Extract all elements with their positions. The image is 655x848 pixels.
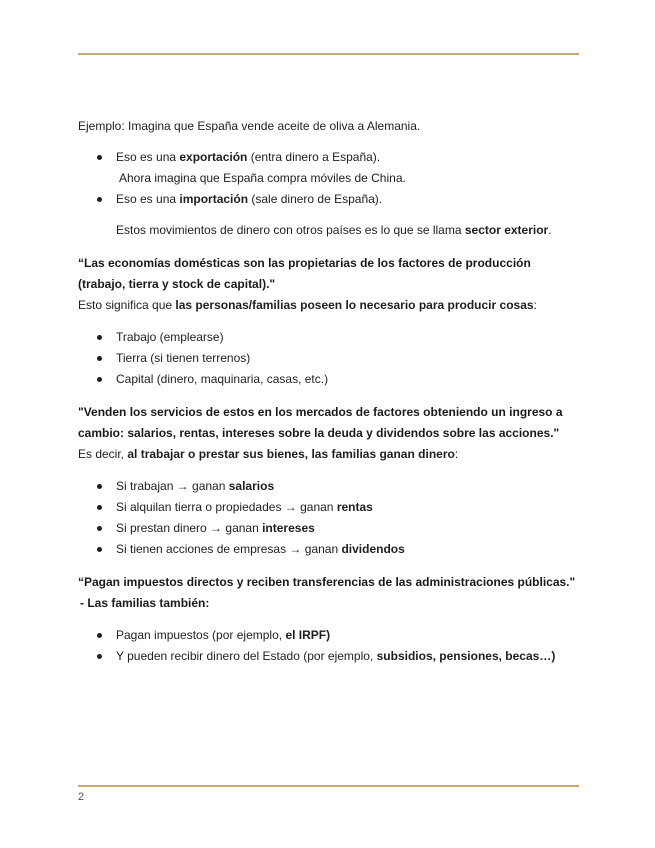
header-rule bbox=[78, 53, 579, 55]
section3-quote: “Pagan impuestos directos y reciben transferencias de las administraciones públicas." bbox=[78, 575, 576, 589]
bullet-icon bbox=[97, 356, 102, 361]
bullet-icon bbox=[97, 505, 102, 510]
list-item: Pagan impuestos (por ejemplo, el IRPF) bbox=[78, 625, 578, 646]
section2-quote: "Venden los servicios de estos en los mercados de factores obteniendo un ingreso a cambio: salarios, rentas, intereses sobre la deuda y dividendos sobre las acciones." bbox=[78, 405, 563, 440]
bullet-icon bbox=[97, 155, 102, 160]
bullet-icon bbox=[97, 547, 102, 552]
income-list bbox=[78, 476, 578, 560]
list-item: Tierra (si tienen terrenos) bbox=[78, 348, 578, 369]
bullet-icon bbox=[97, 633, 102, 638]
list-item: Trabajo (emplearse) bbox=[78, 327, 578, 348]
bullet-icon bbox=[97, 654, 102, 659]
list-item: Y pueden recibir dinero del Estado (por ejemplo, subsidios, pensiones, becas…) bbox=[78, 646, 578, 667]
example-continuation: Ahora imagina que España compra móviles de China. bbox=[119, 171, 406, 185]
example-summary: Estos movimientos de dinero con otros países es lo que se llama sector exterior. bbox=[116, 223, 552, 237]
bullet-icon bbox=[97, 484, 102, 489]
document-body bbox=[78, 116, 578, 667]
bullet-icon bbox=[97, 377, 102, 382]
taxes-list bbox=[78, 625, 578, 667]
bullet-icon bbox=[97, 335, 102, 340]
section1-lead: Esto significa que las personas/familias poseen lo necesario para producir cosas: bbox=[78, 298, 537, 312]
bullet-icon bbox=[97, 526, 102, 531]
factors-list bbox=[78, 327, 578, 390]
page-number: 2 bbox=[78, 791, 85, 803]
list-item: Eso es una importación (sale dinero de España). bbox=[78, 189, 578, 210]
footer-rule bbox=[78, 785, 579, 787]
section2-lead: Es decir, al trabajar o prestar sus bienes, las familias ganan dinero: bbox=[78, 447, 459, 461]
list-item: Si alquilan tierra o propiedades → ganan rentas bbox=[78, 497, 578, 518]
bullet-icon bbox=[97, 197, 102, 202]
list-item: Si tienen acciones de empresas → ganan dividendos bbox=[78, 539, 578, 560]
list-item: Eso es una exportación (entra dinero a España). bbox=[78, 147, 578, 168]
list-item: Capital (dinero, maquinaria, casas, etc.) bbox=[78, 369, 578, 390]
example-list bbox=[78, 147, 578, 168]
section1-quote: “Las economías domésticas son las propietarias de los factores de producción (trabajo, tierra y stock de capital)." bbox=[78, 256, 531, 291]
example-intro: Ejemplo: Imagina que España vende aceite de oliva a Alemania. bbox=[78, 119, 421, 133]
example-list-2 bbox=[78, 189, 578, 210]
section3-lead: - Las familias también: bbox=[80, 596, 210, 610]
list-item: Si trabajan → ganan salarios bbox=[78, 476, 578, 497]
list-item: Si prestan dinero → ganan intereses bbox=[78, 518, 578, 539]
